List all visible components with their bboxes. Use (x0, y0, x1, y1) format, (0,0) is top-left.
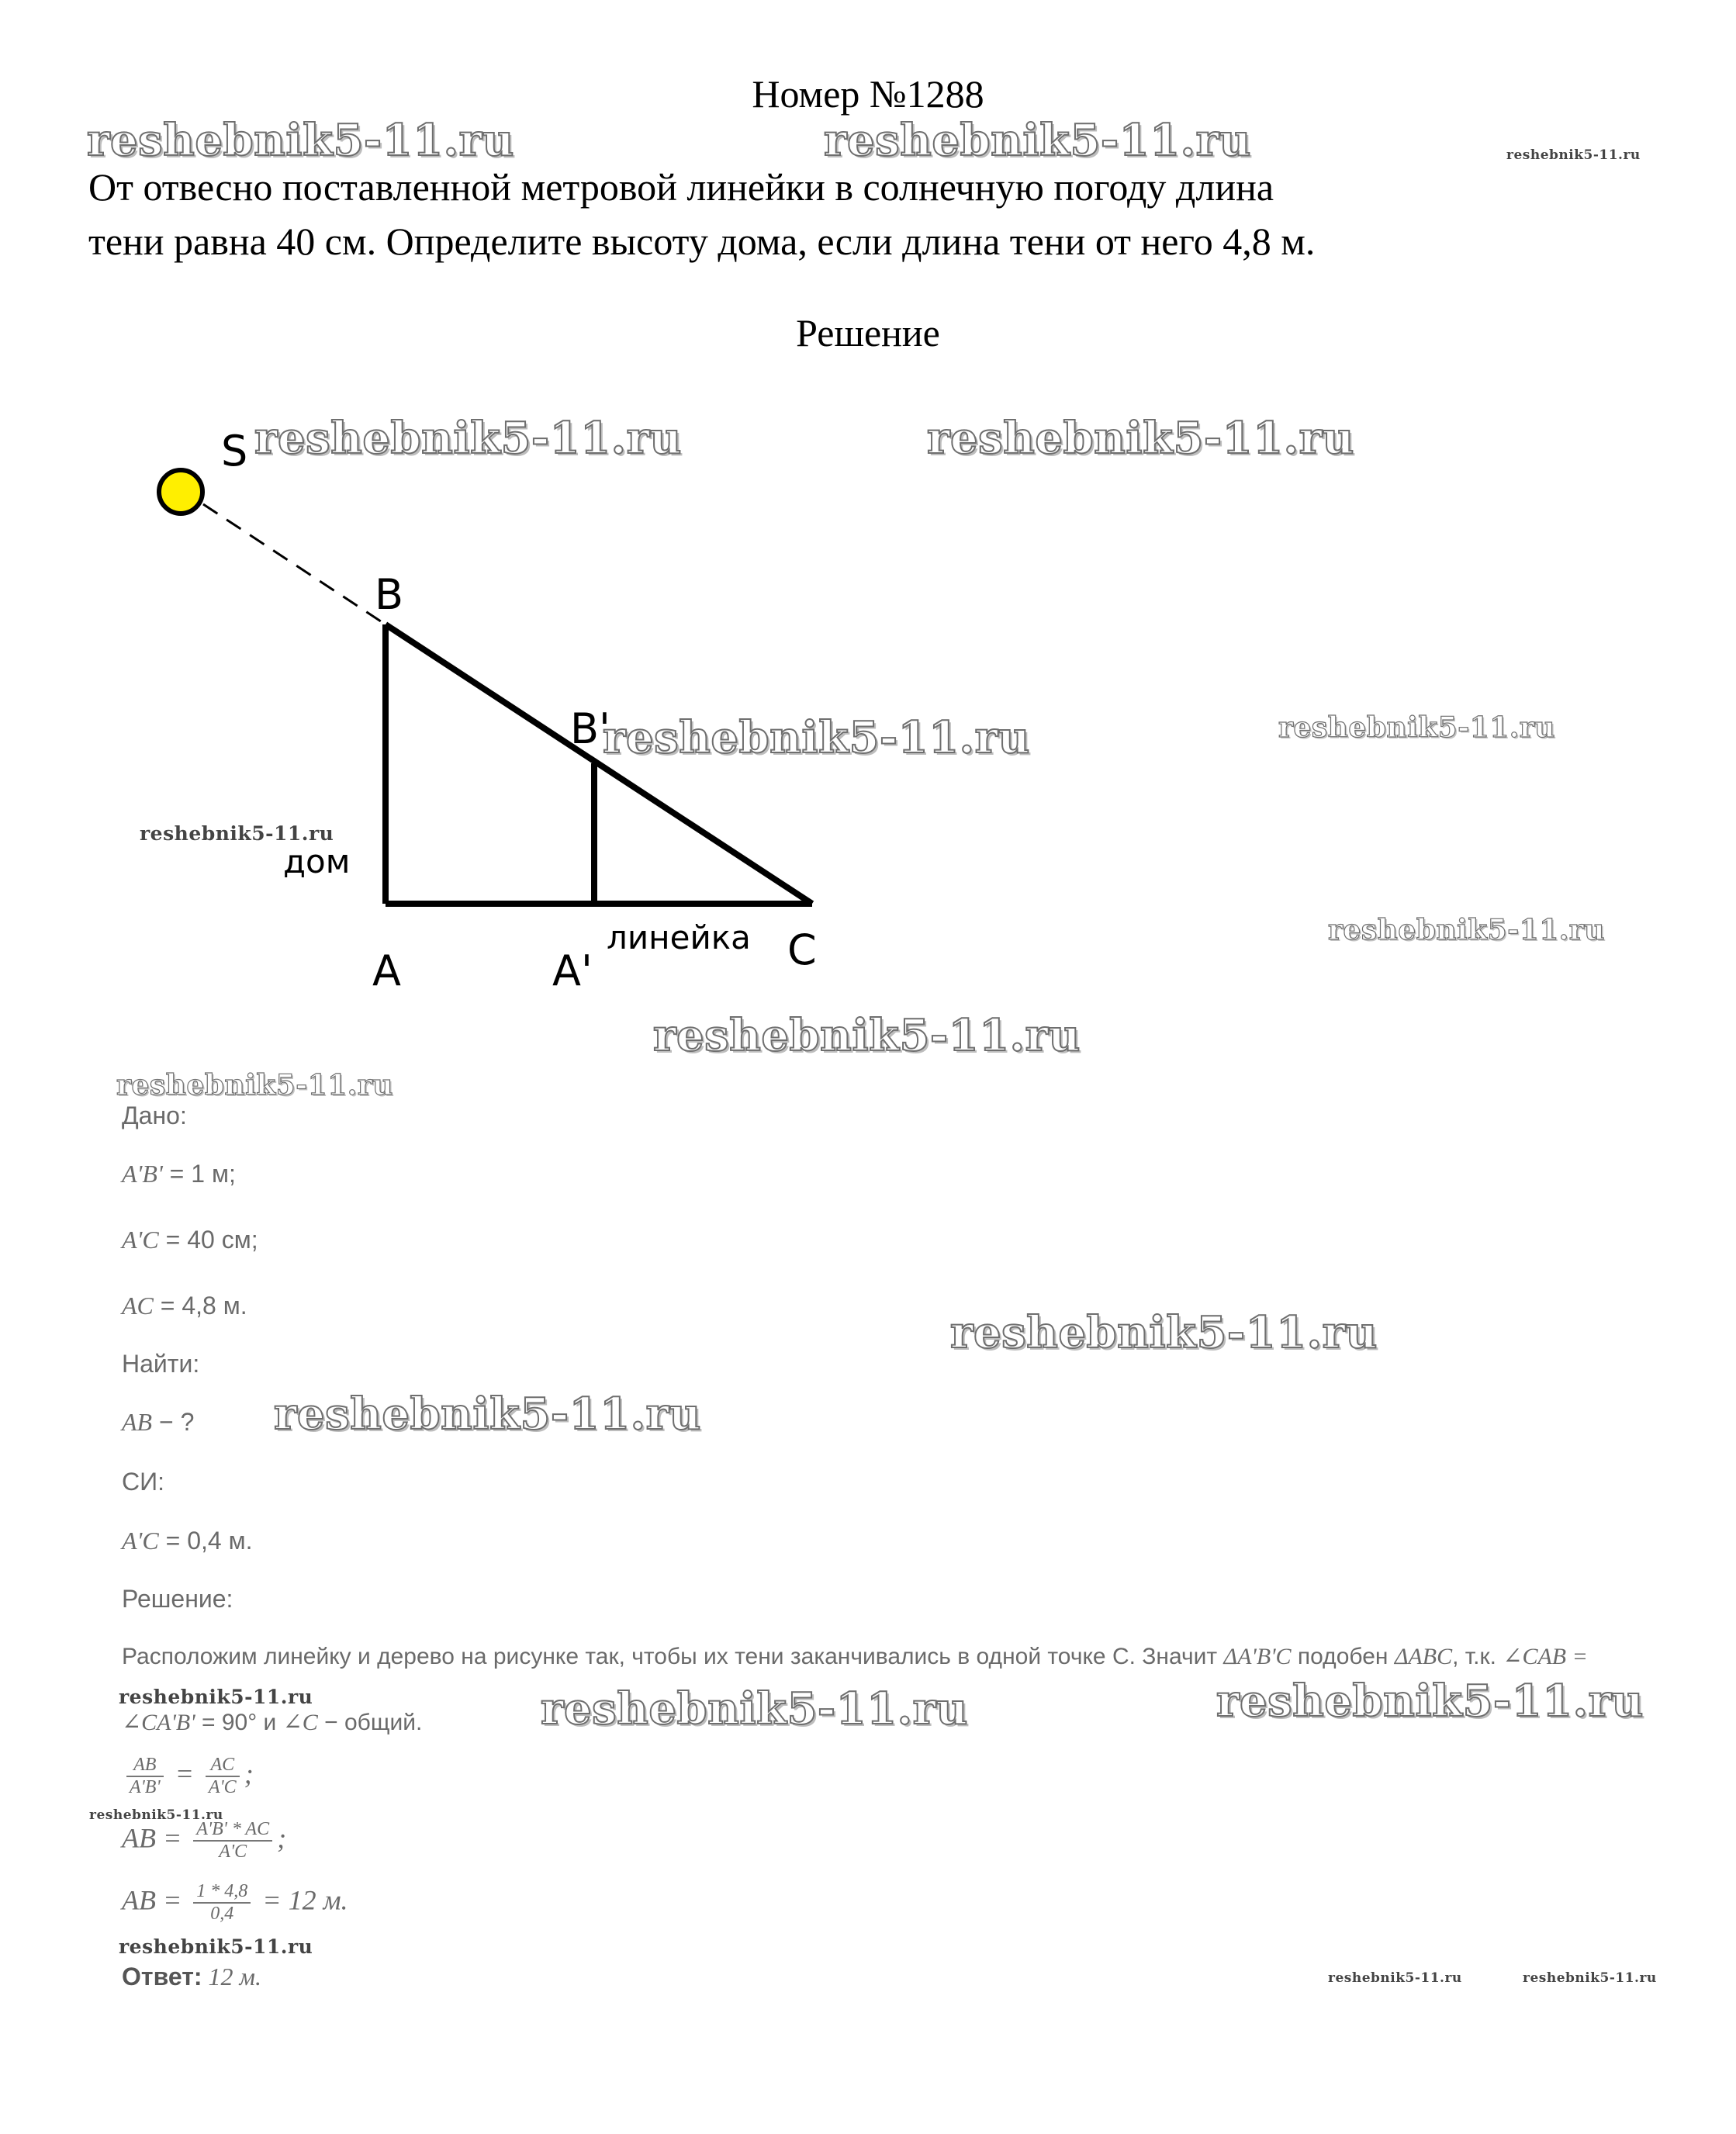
watermark: reshebnik5-11.ru (1278, 711, 1555, 744)
text-part: = 90° и (195, 1710, 283, 1735)
fraction (193, 1819, 272, 1862)
label-c: C (787, 925, 817, 974)
fraction (126, 1755, 164, 1798)
given-line-2 (122, 1226, 258, 1254)
numerator: AB (126, 1755, 164, 1777)
find-expr: AB (122, 1408, 153, 1436)
label-b1: B' (570, 704, 610, 753)
watermark: reshebnik5-11.ru (1506, 147, 1641, 163)
watermark: reshebnik5-11.ru (119, 1935, 313, 1958)
text-part: , т.к. (1452, 1644, 1503, 1669)
watermark: reshebnik5-11.ru (254, 413, 682, 464)
given1-value: = 1 м; (162, 1160, 236, 1188)
numerator: 1 * 4,8 (193, 1881, 251, 1904)
find-value: − ? (152, 1408, 195, 1436)
solution-text-line-1 (122, 1643, 1588, 1670)
given3-expr: AC (122, 1292, 154, 1319)
label-s: S (221, 427, 248, 476)
fraction (206, 1755, 240, 1798)
text-part: − общий. (317, 1710, 423, 1735)
page-title: Номер №1288 (752, 72, 984, 116)
watermark: reshebnik5-11.ru (927, 413, 1354, 464)
watermark: reshebnik5-11.ru (541, 1683, 968, 1735)
lhs: AB = (122, 1822, 182, 1854)
watermark: reshebnik5-11.ru (140, 822, 334, 845)
sun-icon (159, 470, 202, 514)
text-part: подобен (1291, 1644, 1395, 1669)
denominator: 0,4 (210, 1904, 234, 1924)
formula-ratio: $\frac{AB}{A'B'}$ = $\frac{AC}{A'C}$ ; (122, 1755, 254, 1798)
label-a: A (372, 946, 401, 995)
fraction (193, 1881, 251, 1925)
label-ruler: линейка (607, 918, 751, 956)
watermark: reshebnik5-11.ru (89, 1807, 223, 1823)
math-expr: ΔABC (1394, 1644, 1453, 1669)
task-line-1: От отвесно поставленной метровой линейки в солнечную погоду длина (88, 165, 1274, 209)
watermark: reshebnik5-11.ru (1523, 1970, 1657, 1986)
given2-value: = 40 см; (158, 1226, 258, 1254)
denominator: A'B' (130, 1777, 161, 1797)
text-part: Расположим линейку и дерево на рисунке так, чтобы их тени заканчивались в одной точке С. Значит (122, 1644, 1224, 1669)
watermark: reshebnik5-11.ru (119, 1686, 313, 1708)
solution-heading: Решение: (122, 1585, 233, 1613)
result: = 12 м. (262, 1884, 348, 1916)
solution-text-line-2 (122, 1709, 422, 1736)
si-heading: СИ: (122, 1468, 164, 1496)
watermark: reshebnik5-11.ru (1216, 1676, 1644, 1727)
label-a1: A' (552, 946, 593, 995)
watermark: reshebnik5-11.ru (1328, 914, 1605, 946)
watermark: reshebnik5-11.ru (603, 712, 1030, 763)
math-expr: ∠CA'B' (122, 1710, 195, 1735)
answer-line (122, 1963, 261, 1991)
si-expr: A'C (122, 1527, 159, 1555)
numerator: A'B' * AC (193, 1819, 272, 1842)
math-expr: ∠CAB = (1503, 1644, 1588, 1669)
find-line (122, 1408, 194, 1437)
given-line-3 (122, 1292, 247, 1320)
si-value: = 0,4 м. (158, 1527, 253, 1555)
watermark: reshebnik5-11.ru (1328, 1970, 1462, 1986)
math-expr: ∠C (282, 1710, 318, 1735)
math-expr: ΔA'B'C (1223, 1644, 1292, 1669)
watermark: reshebnik5-11.ru (653, 1010, 1081, 1061)
punct: ; (244, 1758, 254, 1790)
watermark: reshebnik5-11.ru (116, 1069, 393, 1102)
given1-expr: A'B' (122, 1160, 163, 1188)
label-house: дом (283, 842, 351, 880)
formula-ab (122, 1819, 286, 1862)
formula-ab-value (122, 1881, 348, 1925)
answer-value: 12 м. (202, 1963, 261, 1990)
given-line-1 (122, 1160, 236, 1188)
denominator: A'C (208, 1777, 237, 1797)
denominator: A'C (219, 1842, 247, 1862)
label-b: B (375, 570, 404, 619)
given2-expr: A'C (122, 1226, 159, 1254)
si-line (122, 1527, 252, 1555)
lhs: AB = (122, 1884, 182, 1916)
watermark: reshebnik5-11.ru (87, 115, 514, 166)
answer-heading: Ответ: (122, 1963, 202, 1990)
watermark: reshebnik5-11.ru (274, 1389, 701, 1440)
given-heading: Дано: (122, 1102, 187, 1129)
watermark: reshebnik5-11.ru (824, 115, 1251, 166)
solution-title: Решение (796, 311, 940, 355)
task-line-2: тени равна 40 см. Определите высоту дома, если длина тени от него 4,8 м. (88, 220, 1316, 263)
find-heading: Найти: (122, 1350, 200, 1378)
hypotenuse-bc (386, 624, 812, 904)
given3-value: = 4,8 м. (153, 1292, 247, 1319)
watermark: reshebnik5-11.ru (950, 1307, 1378, 1358)
numerator: AC (206, 1755, 240, 1777)
punct: ; (277, 1822, 287, 1854)
sun-ray-dashed (203, 504, 386, 624)
